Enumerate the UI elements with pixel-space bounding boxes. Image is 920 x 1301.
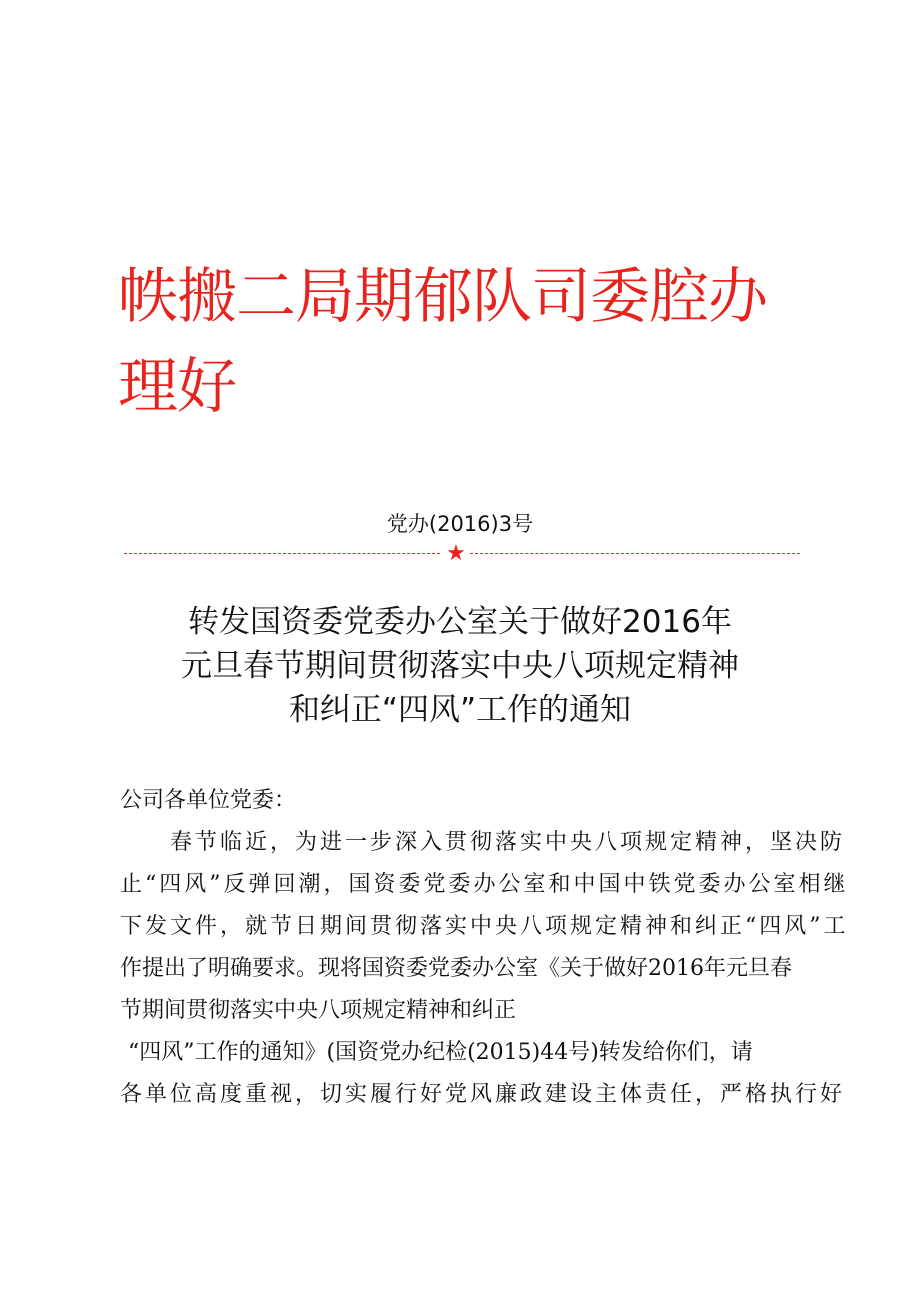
red-separator-line <box>124 540 800 568</box>
notice-title-line: 转发国资委党委办公室关于做好2016年 <box>188 604 732 640</box>
document-number: 党办(2016)3号 <box>386 512 534 536</box>
body-line: 节期间贯彻落实中央八项规定精神和纠正 <box>120 998 517 1023</box>
notice-title <box>0 600 920 732</box>
red-star-icon: ★ <box>446 541 466 566</box>
body-line: 下发文件，就节日期间贯彻落实中央八项规定精神和纠正“四风”工 <box>120 914 849 939</box>
red-header-title: 帙搬二局期郁队司委腔办理好 <box>118 262 767 422</box>
body-line: 作提出了明确要求。现将国资委党委办公室《关于做好2016年元旦春 <box>120 956 792 981</box>
body-line: “四风”工作的通知》(国资党办纪检(2015)44号)转发给你们，请 <box>128 1040 753 1065</box>
salutation: 公司各单位党委： <box>120 788 297 813</box>
body-line: 各单位高度重视，切实履行好党风廉政建设主体责任，严格执行好 <box>120 1082 846 1107</box>
body-line: 春节临近，为进一步深入贯彻落实中央八项规定精神，坚决防 <box>170 830 846 855</box>
document-body <box>120 780 849 1116</box>
notice-title-line: 元旦春节期间贯彻落实中央八项规定精神 <box>181 648 739 684</box>
body-line: 止“四风”反弹回潮，国资委党委办公室和中国中铁党委办公室相继 <box>120 872 849 897</box>
notice-title-line: 和纠正“四风”工作的通知 <box>288 692 632 728</box>
separator-left-dashes <box>124 553 440 554</box>
separator-right-dashes <box>470 553 800 554</box>
